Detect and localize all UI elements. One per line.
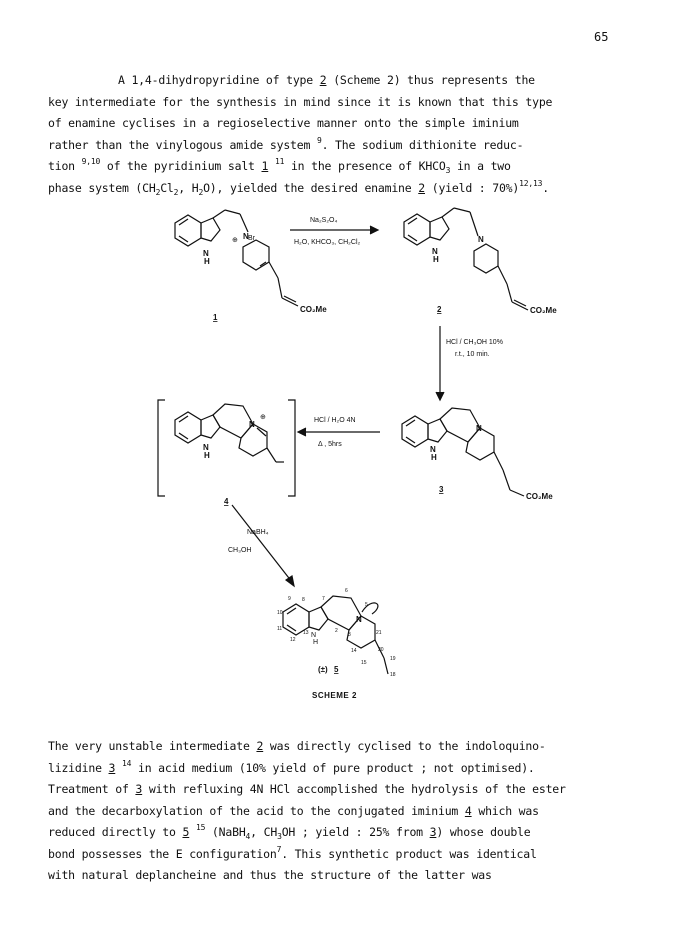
nh-label: N [432,247,438,256]
atom-number: 18 [390,672,396,678]
racemic-label: (±) [318,665,328,674]
compound-5-structure [283,596,388,674]
text-line: The very unstable intermediate 2 was directly cyclised to the indoloquino- [48,739,546,753]
compound-2-structure [404,208,528,310]
page-number: 65 [594,30,609,44]
atom-number: 15 [361,660,367,666]
text-line: tion $^{9,10}$ of the pyridinium salt 1 $^{11}$ in the presence of $KHCO_3$ in a two [48,157,511,175]
nitrogen-label: N [243,232,249,241]
text-line: of enamine cyclises in a regioselective manner onto the simple iminium [48,116,519,130]
text-line: phase system ($CH_2Cl_2$, $H_2O$), yielded the desired enamine 2 (yield : 70%)$^{12,13}$. [48,178,549,197]
ester-label: CO₂Me [526,492,553,501]
atom-number: 13 [303,630,309,636]
compound-number-3: 3 [439,485,444,494]
nitrogen-label: N [356,615,362,624]
nh-label: N [311,632,317,639]
compound-4-structure [158,400,295,496]
atom-number: 8 [302,597,305,603]
nh-label: N [430,445,436,454]
ester-label: CO₂Me [300,305,327,314]
arrow-head [370,226,378,234]
text-line: key intermediate for the synthesis in mind since it is known that this type [48,94,553,109]
reagent-label: NaBH₄ [247,529,269,536]
conditions-label: Δ , 5hrs [318,441,342,448]
reaction-arrow [232,505,292,582]
nh-label: H [204,451,210,460]
scheme-caption: SCHEME 2 [312,691,357,700]
reagent-label: HCl / H₂O 4N [314,417,356,424]
atom-number: 9 [288,596,291,602]
iminium-label: N [249,420,255,429]
text-line: reduced directly to 5 $^{15}$ (NaBH$_4$, $CH_3OH$ ; yield : 25% from 3) whose double [48,823,531,841]
result-paragraph [48,736,638,887]
compound-3-structure [402,408,524,496]
atom-number: 2 [335,628,338,634]
compound-number-5: 5 [334,665,339,674]
text-line: and the decarboxylation of the acid to the conjugated iminium 4 which was [48,803,539,818]
atom-number: 6 [345,588,348,594]
arrow-head [286,576,294,586]
text-line: lizidine 3 $^{14}$ in acid medium (10% yield of pure product ; not optimised). [48,758,535,775]
nh-label: N [203,249,209,258]
nh-label: H [431,453,437,462]
nh-label: H [204,257,210,266]
text-line: bond possesses the E configuration$^7$. This synthetic product was identical [48,844,537,861]
atom-number: 3 [348,632,351,638]
text-line: A 1,4-dihydropyridine of type 2 (Scheme 2) thus represents the [118,73,535,87]
charge-label: ⊕ [260,414,266,421]
nitrogen-label: N [478,235,484,244]
atom-number: 14 [351,648,357,654]
text-line: with natural deplancheine and thus the structure of the latter was [48,868,492,882]
arrow-head [436,392,444,400]
text-line: Treatment of 3 with refluxing 4N HCl accomplished the hydrolysis of the ester [48,782,566,796]
compound-1-structure [175,210,298,306]
nh-label: N [203,443,209,452]
arrow-head [298,428,306,436]
atom-number: 21 [376,630,382,636]
atom-number: 10 [277,610,283,616]
reagent-label: Na₂S₂O₄ [310,217,338,224]
compound-number-1: 1 [213,313,218,322]
compound-number-2: 2 [437,305,442,314]
conditions-label: r.t., 10 min. [455,351,490,358]
atom-number: 12 [290,637,296,643]
conditions-label: H₂O, KHCO₃, CH₂Cl₂ [294,239,361,246]
atom-number: 5 [365,602,368,608]
nh-label: H [313,639,319,646]
atom-number: 7 [322,596,325,602]
atom-number: 20 [378,647,384,653]
bromide-label: Br [248,235,255,242]
charge-label: ⊕ [232,237,238,244]
nitrogen-label: N [476,424,482,433]
ester-label: CO₂Me [530,306,557,315]
nh-label: H [433,255,439,264]
text-line: rather than the vinylogous amide system $^9$. The sodium dithionite reduc- [48,135,524,152]
atom-number: 11 [277,626,283,632]
reagent-label: HCl / CH₃OH 10% [446,339,503,346]
conditions-label: CH₃OH [228,547,252,554]
compound-number-4: 4 [224,497,229,506]
atom-number: 19 [390,656,396,662]
